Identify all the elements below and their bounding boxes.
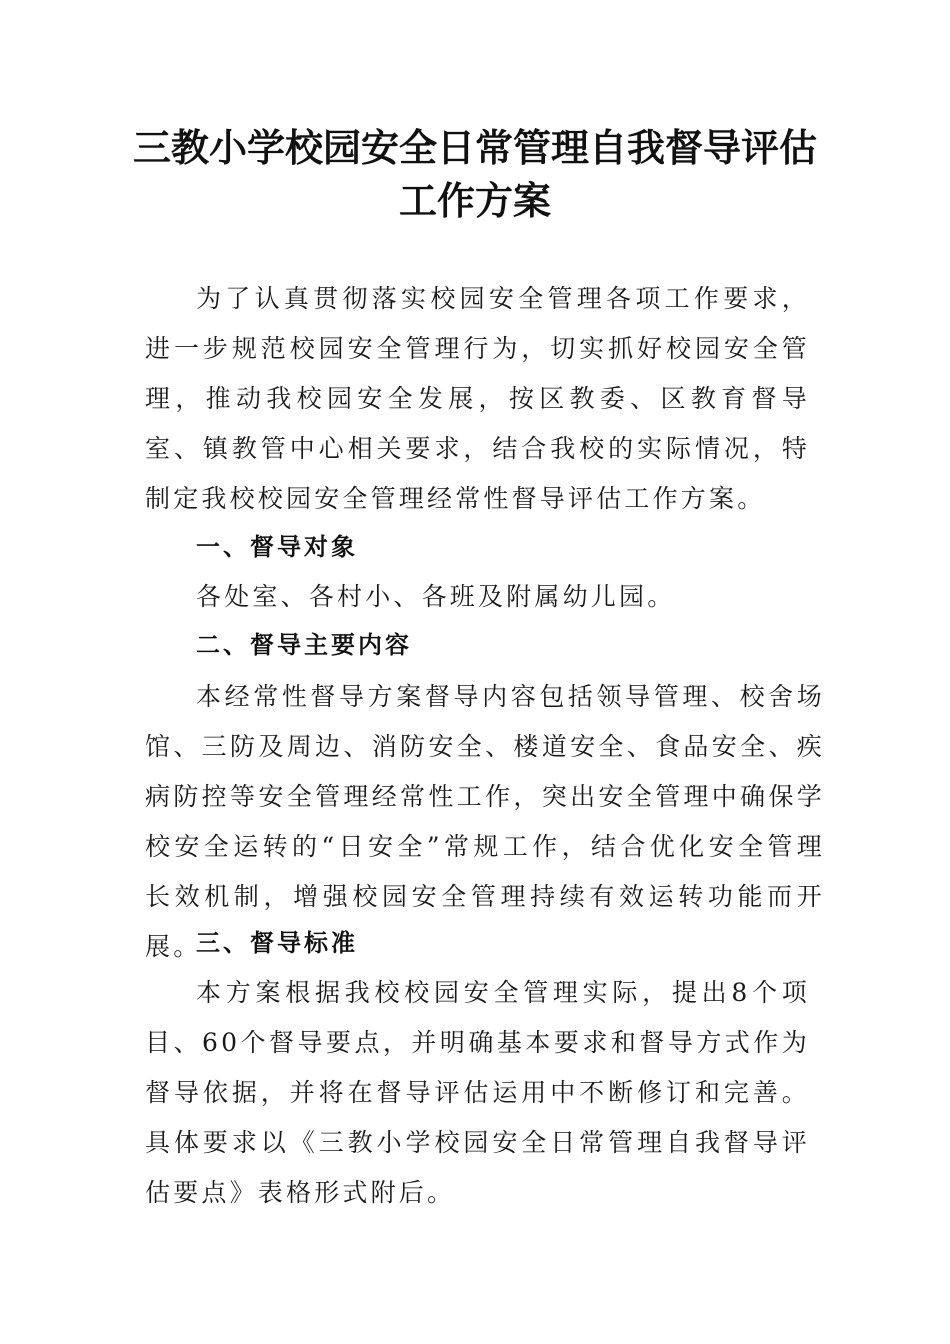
section-body-standards: 本方案根据我校校园安全管理实际，提出8个项目、60个督导要点，并明确基本要求和督导方式作为督导依据，并将在督导评估运用中不断修订和完善。具体要求以《三教小学校园安全日常管理自我督导评估要点》表格形式附后。 — [145, 978, 810, 1207]
section-body-main-content: 本经常性督导方案督导内容包括领导管理、校舍场馆、三防及周边、消防安全、楼道安全、食品安全、疾病防控等安全管理经常性工作，突出安全管理中确保学校安全运转的“日安全”常规工作，结合优化安全管理长效机制，增强校园安全管理持续有效运转功能而开展。 — [145, 682, 825, 961]
document-title-line-2: 工作方案 — [398, 178, 551, 223]
section-body-supervision-targets: 各处室、各村小、各班及附属幼儿园。 — [196, 582, 676, 611]
section-heading-main-content: 二、督导主要内容 — [196, 631, 412, 659]
intro-paragraph: 为了认真贯彻落实校园安全管理各项工作要求，进一步规范校园安全管理行为，切实抓好校园安全管理，推动我校园安全发展，按区教委、区教育督导室、镇教管中心相关要求，结合我校的实际情况，特制定我校校园安全管理经常性督导评估工作方案。 — [145, 284, 810, 513]
document-title-line-1: 三教小学校园安全日常管理自我督导评估 — [132, 125, 817, 170]
section-heading-standards: 三、督导标准 — [196, 929, 358, 957]
section-heading-supervision-targets: 一、督导对象 — [196, 533, 358, 561]
